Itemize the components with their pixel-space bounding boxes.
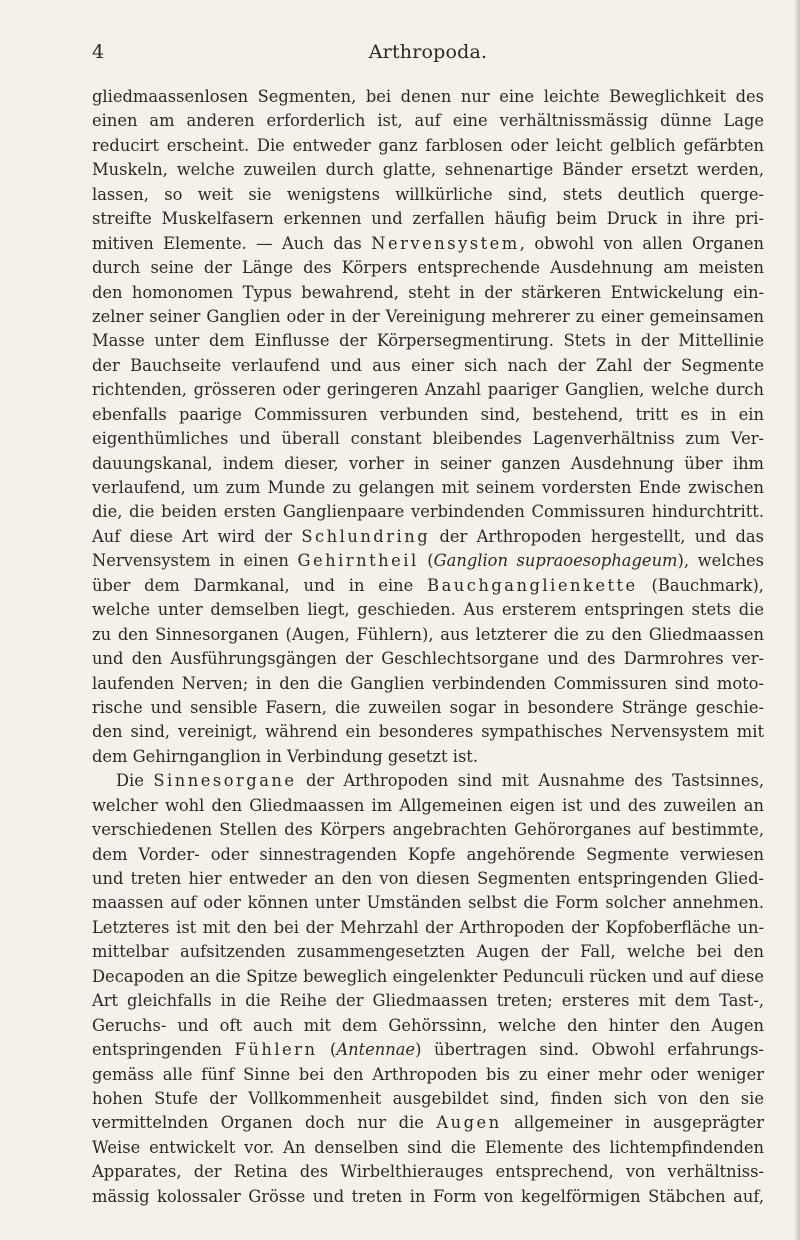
spaced-term: Sinnesorgane (153, 771, 297, 791)
text-line (92, 720, 764, 744)
text-line (92, 500, 764, 524)
text-run: Letzteres ist mit den bei der Mehrzahl der Arthropoden der Kopfoberfläche un- (92, 917, 764, 937)
text-line (92, 281, 764, 305)
text-line (92, 329, 764, 353)
text-line (92, 525, 764, 549)
text-run: und treten hier entweder an den von diesen Segmenten entspringenden Glied- (92, 869, 764, 888)
text-run: hohen Stufe der Vollkommenheit ausgebildet sind, finden sich von den sie (92, 1088, 764, 1108)
text-run: dem Vorder- oder sinnestragenden Kopfe angehörende Segmente verwiesen (92, 844, 764, 864)
text-run: die, die beiden ersten Ganglienpaare verbindenden Commissuren hindurchtritt. (92, 502, 764, 522)
text-line (92, 940, 764, 964)
text-line (92, 207, 764, 231)
text-run: mittelbar aufsitzenden zusammengesetzten Augen der Fall, welche bei den (92, 942, 764, 962)
text-line (92, 965, 764, 989)
text-line (92, 672, 764, 696)
text-run: Muskeln, welche zuweilen durch glatte, sehnenartige Bänder ersetzt werden, (92, 160, 764, 180)
text-run: und den Ausführungsgängen der Geschlechtsorgane und des Darmrohres ver- (92, 649, 764, 669)
text-line (92, 769, 764, 793)
spaced-term: Augen (436, 1113, 502, 1133)
page-number: 4 (92, 41, 105, 63)
text-run: allgemeiner in ausgeprägter (501, 1113, 765, 1133)
text-line (92, 696, 764, 720)
text-run: Nervensystem in einen (92, 551, 298, 571)
spaced-term: Gehirntheil (297, 551, 419, 571)
text-run: zu den Sinnesorganen (Augen, Fühlern), aus letzterer die zu den Gliedmaassen (92, 624, 764, 644)
body-text (92, 85, 764, 1209)
text-run: , obwohl von allen Organen (519, 233, 764, 253)
text-run: Art gleichfalls in die Reihe der Gliedmaassen treten; ersteres mit dem Tast-, (92, 991, 764, 1011)
text-run: dauungskanal, indem dieser, vorher in seiner ganzen Ausdehnung über ihm (92, 453, 764, 473)
text-line (92, 109, 764, 133)
text-run: ) übertragen sind. Obwohl erfahrungs- (415, 1040, 764, 1060)
text-run: Decapoden an die Spitze beweglich eingelenkter Pedunculi rücken und auf diese (92, 966, 764, 986)
text-line (92, 1087, 764, 1111)
text-line (92, 427, 764, 451)
text-line (92, 647, 764, 671)
text-run: mässig kolossaler Grösse und treten in Form von kegelförmigen Stäbchen auf, (92, 1186, 764, 1206)
text-run: der Bauchseite verlaufend und aus einer sich nach der Zahl der Segmente (92, 355, 764, 375)
text-run: eigenthümliches und überall constant bleibendes Lagenverhältniss zum Ver- (92, 429, 764, 449)
text-line (92, 623, 764, 647)
text-run: Apparates, der Retina des Wirbelthierauges entsprechend, von verhältniss- (92, 1162, 764, 1182)
text-run: der Arthropoden sind mit Ausnahme des Tastsinnes, (296, 771, 765, 791)
page-header (92, 40, 764, 66)
text-run: lassen, so weit sie wenigstens willkürliche sind, stets deutlich querge- (92, 184, 764, 204)
text-line (92, 574, 764, 598)
text-line (92, 794, 764, 818)
italic-term: Ganglion supraoesophageum (433, 551, 678, 571)
text-line (92, 1136, 764, 1160)
text-run: Die (116, 771, 154, 791)
text-run: maassen auf oder können unter Umständen selbst die Form solcher annehmen. (92, 893, 764, 913)
text-run: ( (317, 1040, 337, 1060)
text-line (92, 745, 764, 769)
text-line (92, 1111, 764, 1135)
text-run: Auf diese Art wird der (92, 526, 302, 546)
text-run: Weise entwickelt vor. An denselben sind die Elemente des lichtempfindenden (92, 1137, 764, 1157)
text-line (92, 1185, 764, 1209)
text-line (92, 232, 764, 256)
text-run: welcher wohl den Gliedmaassen im Allgemeinen eigen ist und des zuweilen an (92, 795, 764, 815)
text-run: ( (418, 551, 434, 571)
text-run: streifte Muskelfasern erkennen und zerfallen häufig beim Druck in ihre pri- (92, 209, 764, 229)
text-run: richtenden, grösseren oder geringeren Anzahl paariger Ganglien, welche durch (92, 380, 764, 400)
text-line (92, 403, 764, 427)
text-line (92, 476, 764, 500)
text-line (92, 891, 764, 915)
text-line (92, 85, 764, 109)
spaced-term: Schlundring (301, 526, 431, 546)
text-line (92, 1038, 764, 1062)
text-run: zelner seiner Ganglien oder in der Vereinigung mehrerer zu einer gemeinsamen (92, 306, 764, 326)
text-line (92, 378, 764, 402)
text-line (92, 989, 764, 1013)
text-run: gemäss alle fünf Sinne bei den Arthropoden bis zu einer mehr oder weniger (92, 1064, 764, 1084)
text-run: den sind, vereinigt, während ein besonderes sympathisches Nervensystem mit (92, 722, 764, 742)
text-run: durch seine der Länge des Körpers entsprechende Ausdehnung am meisten (92, 258, 764, 278)
page-edge (794, 0, 800, 1240)
text-run: ), welches (677, 551, 765, 571)
text-line (92, 916, 764, 940)
running-title: Arthropoda. (368, 41, 488, 63)
text-line (92, 818, 764, 842)
text-run: ebenfalls paarige Commissuren verbunden sind, bestehend, tritt es in ein (92, 404, 764, 424)
text-run: welche unter demselben liegt, geschieden. Aus ersterem entspringen stets die (92, 600, 764, 620)
text-run: einen am anderen erforderlich ist, auf eine verhältnissmässig dünne Lage (92, 111, 764, 131)
text-run: Masse unter dem Einflusse der Körpersegmentirung. Stets in der Mittellinie (92, 331, 764, 351)
text-line (92, 256, 764, 280)
text-line (92, 1063, 764, 1087)
text-line (92, 843, 764, 867)
text-line (92, 1160, 764, 1184)
text-run: vermittelnden Organen doch nur die (92, 1113, 437, 1133)
text-run: reducirt erscheint. Die entweder ganz farblosen oder leicht gelblich gefärbten (92, 135, 764, 155)
text-run: verschiedenen Stellen des Körpers angebrachten Gehörorganes auf bestimmte, (92, 820, 764, 840)
text-line (92, 183, 764, 207)
text-line (92, 598, 764, 622)
text-line (92, 134, 764, 158)
text-line (92, 305, 764, 329)
text-run: entspringenden (92, 1040, 235, 1060)
text-run: Geruchs- und oft auch mit dem Gehörssinn, welche den hinter den Augen (92, 1015, 764, 1035)
text-run: der Arthropoden hergestellt, und das (430, 526, 764, 546)
text-line (92, 867, 764, 891)
spaced-term: Bauchganglienkette (427, 575, 638, 595)
text-run: verlaufend, um zum Munde zu gelangen mit seinem vordersten Ende zwischen (92, 478, 764, 497)
italic-term: Antennae (336, 1040, 416, 1060)
text-line (92, 354, 764, 378)
text-line (92, 158, 764, 182)
spaced-term: Nervensystem (371, 233, 520, 253)
text-run: rische und sensible Fasern, die zuweilen sogar in besondere Stränge geschie- (92, 697, 764, 717)
text-run: dem Gehirnganglion in Verbindung gesetzt ist. (92, 746, 479, 766)
text-run: (Bauchmark), (637, 575, 764, 595)
text-line (92, 452, 764, 476)
text-line (92, 549, 764, 573)
text-run: gliedmaassenlosen Segmenten, bei denen nur eine leichte Beweglichkeit des (92, 87, 764, 106)
text-line (92, 1014, 764, 1038)
text-run: den homonomen Typus bewahrend, steht in der stärkeren Entwickelung ein- (92, 282, 764, 302)
text-run: laufenden Nerven; in den die Ganglien verbindenden Commissuren sind moto- (92, 673, 764, 693)
text-run: mitiven Elemente. — Auch das (92, 233, 372, 253)
spaced-term: Fühlern (234, 1040, 318, 1060)
text-run: über dem Darmkanal, und in eine (92, 575, 428, 595)
